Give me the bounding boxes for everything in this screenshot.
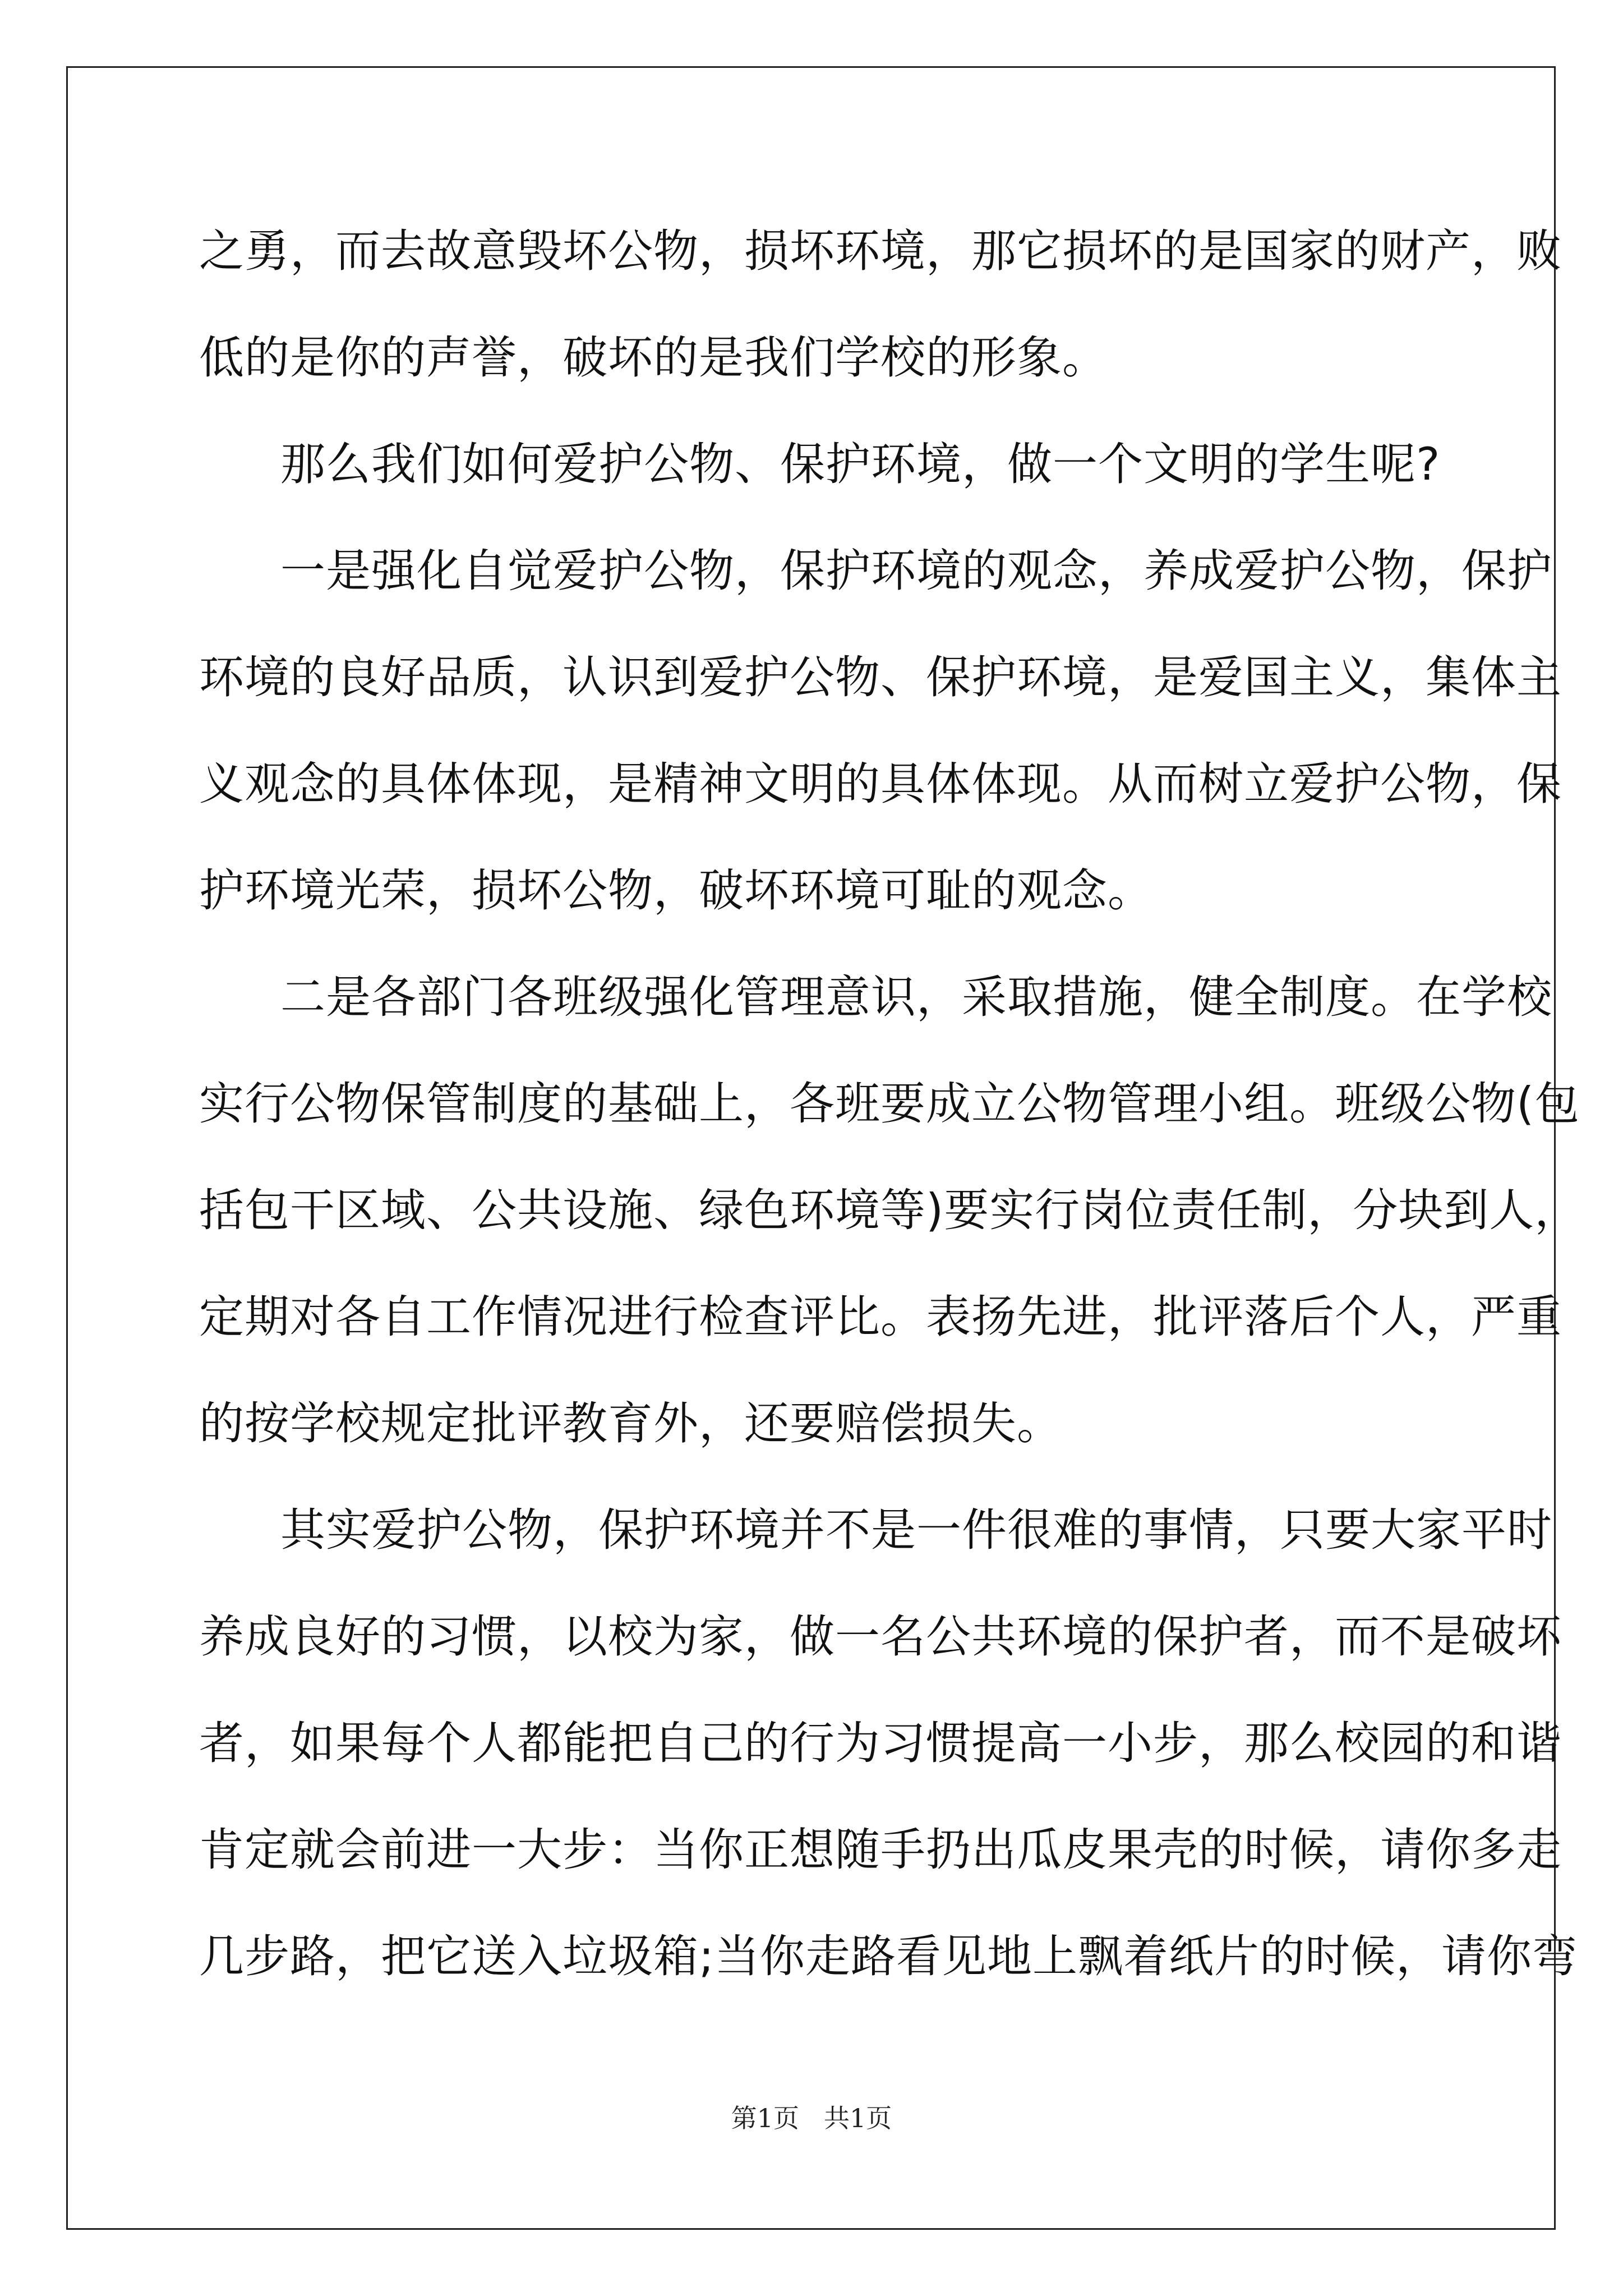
text-line: 那么我们如何爱护公物、保护环境，做一个文明的学生呢?	[280, 438, 1441, 490]
text-line: 二是各部门各班级强化管理意识，采取措施，健全制度。在学校	[280, 971, 1552, 1023]
text-line: 肯定就会前进一大步：当你正想随手扔出瓜皮果壳的时候，请你多走	[199, 1824, 1562, 1876]
text-line: 环境的良好品质，认识到爱护公物、保护环境，是爱国主义，集体主	[199, 651, 1562, 703]
text-line: 护环境光荣，损坏公物，破坏环境可耻的观念。	[199, 864, 1153, 917]
text-line: 的按学校规定批评教育外，还要赔偿损失。	[199, 1397, 1062, 1450]
text-line: 几步路，把它送入垃圾箱;当你走路看见地上飘着纸片的时候，请你弯	[199, 1930, 1578, 1982]
text-line: 一是强化自觉爱护公物，保护环境的观念，养成爱护公物，保护	[280, 545, 1552, 597]
text-line: 者，如果每个人都能把自己的行为习惯提高一小步，那么校园的和谐	[199, 1717, 1562, 1769]
text-line: 之勇，而去故意毁坏公物，损坏环境，那它损坏的是国家的财产，败	[199, 225, 1562, 277]
text-line: 养成良好的习惯，以校为家，做一名公共环境的保护者，而不是破坏	[199, 1611, 1562, 1663]
text-line: 低的是你的声誉，破坏的是我们学校的形象。	[199, 332, 1108, 384]
text-line: 实行公物保管制度的基础上，各班要成立公物管理小组。班级公物(包	[199, 1078, 1580, 1130]
page-number: 第1页	[731, 2103, 800, 2133]
text-line: 义观念的具体体现，是精神文明的具体体现。从而树立爱护公物，保	[199, 758, 1562, 810]
text-line: 其实爱护公物，保护环境并不是一件很难的事情，只要大家平时	[280, 1504, 1552, 1556]
page-border	[66, 66, 1556, 2230]
text-line: 定期对各自工作情况进行检查评比。表扬先进，批评落后个人，严重	[199, 1291, 1562, 1343]
page-total: 共1页	[823, 2103, 892, 2133]
text-line: 括包干区域、公共设施、绿色环境等)要实行岗位责任制，分块到人，	[199, 1184, 1580, 1236]
page-footer	[0, 2101, 1623, 2135]
